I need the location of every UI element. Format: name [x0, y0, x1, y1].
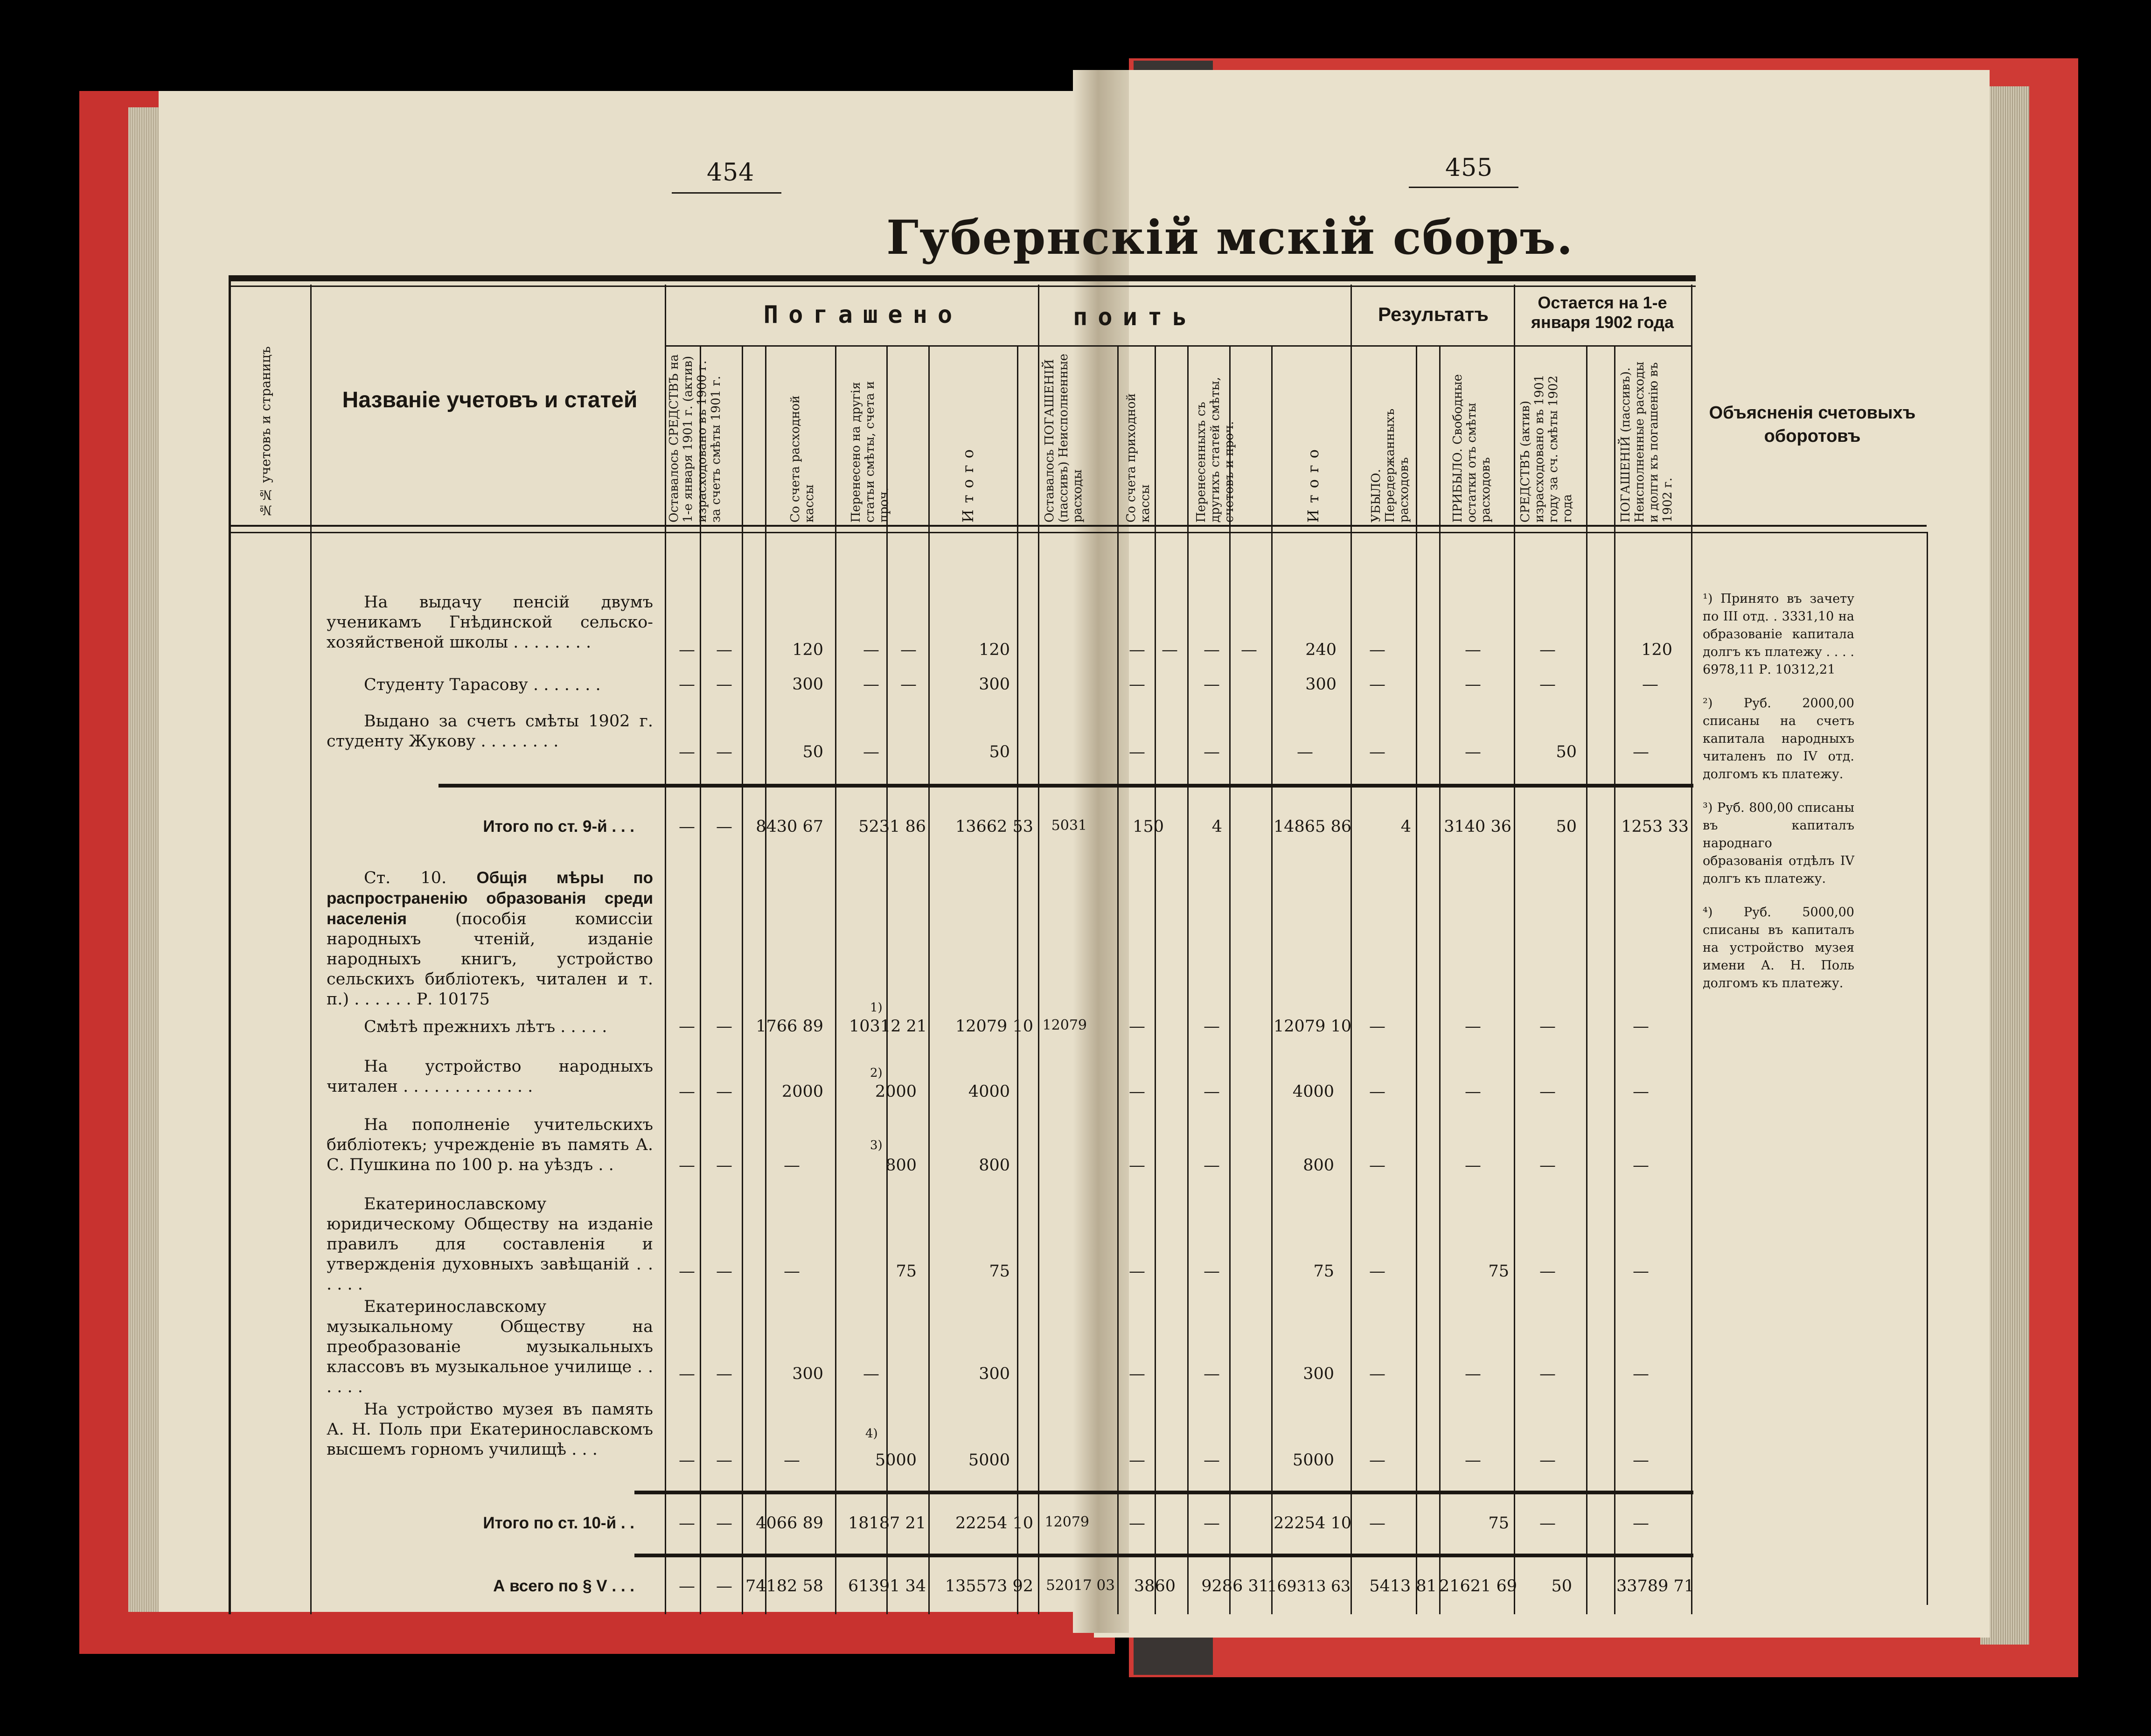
row-8-text: Екатеринославскому юридическому Обществу на изданіе правилъ для составленія и утвержденія духовныхъ завѣщаній . . . . . .: [327, 1195, 653, 1294]
row-itogo-10-c4: 22254 10: [955, 1514, 1033, 1533]
row-1-c8: 240: [1305, 641, 1337, 659]
row-2-text: Студенту Тарасову . . . . . . .: [364, 676, 601, 694]
row-itogo-10-c8: 22254 10: [1274, 1514, 1352, 1533]
row-6-c4: 4000: [968, 1082, 1010, 1101]
row-9-c2: 300: [792, 1365, 823, 1383]
row-6-text: На устройство народныхъ читален . . . . . . . . . . . . .: [327, 1057, 653, 1096]
header-col-12: ПОГАШЕНІЙ (пассивъ). Неисполненные расходы и долги къ погашенію въ 1902 г.: [1619, 362, 1675, 523]
header-group-pogasheno: Погашено: [763, 301, 963, 329]
row-6-footnote-mark: 2): [870, 1066, 883, 1080]
header-col-4: Итого: [959, 443, 977, 523]
explanations-notes: [1703, 590, 1854, 1008]
row-vsego-c12: 33789 71: [1616, 1577, 1695, 1596]
page-title: [886, 210, 1573, 265]
row-itogo-9-c5: 5031: [1051, 817, 1087, 834]
row-vsego-c8: 169313 63: [1267, 1577, 1350, 1595]
row-9-c4: 300: [979, 1365, 1010, 1383]
row-itogo-9-c9: 4: [1400, 817, 1411, 836]
header-group-postupit: поить: [1073, 303, 1197, 331]
header-group-ostaetsya: Остается на 1-е января 1902 года: [1531, 293, 1674, 332]
row-7-footnote-mark: 3): [870, 1138, 883, 1152]
row-3-text: Выдано за счетъ смѣты 1902 г. студенту Жукову . . . . . . . .: [327, 712, 653, 751]
row-8-c3: 75: [896, 1262, 917, 1281]
header-col-9: УБЫЛО. Передержанныхъ расходовъ: [1369, 408, 1411, 523]
row-10-text: На устройство музея въ память А. Н. Поль при Екатеринославскомъ высшемъ горномъ училищѣ . . .: [327, 1400, 653, 1459]
row-1-text: На выдачу пенсій двумъ ученикамъ Гнѣдинской сельско-хозяйственой школы . . . . . . . .: [327, 593, 653, 652]
row-5-c2: 1766 89: [756, 1017, 823, 1036]
row-itogo-10-c11: 75: [1488, 1514, 1509, 1533]
header-col-5: Оставалось ПОГАШЕНІЙ (пассивъ) Неисполненные расходы: [1043, 354, 1085, 523]
row-7-c4: 800: [979, 1156, 1010, 1175]
row-3-c2: 50: [802, 743, 823, 761]
row-vsego-c2: 74182 58: [745, 1577, 823, 1596]
row-itogo-10-c2: 4066 89: [756, 1514, 823, 1533]
header-explanations: Объясненія счетовыхъ оборотовъ: [1709, 403, 1916, 446]
page-number-rule-left: [672, 192, 781, 194]
row-vsego-c4: 135573 92: [945, 1577, 1033, 1596]
row-1-c4: 120: [979, 641, 1010, 659]
row-10-c4: 5000: [968, 1451, 1010, 1470]
row-5-c5: 12079: [1042, 1017, 1087, 1033]
header-col-6: Со счета приходной кассы: [1124, 393, 1152, 523]
row-5-c8: 12079 10: [1274, 1017, 1352, 1036]
row-itogo-10-c3: 18187 21: [848, 1514, 926, 1533]
header-col-2: Со счета расходной кассы: [788, 395, 816, 523]
header-col-num: №№ учетовъ и страницъ: [258, 346, 273, 518]
row-itogo-9-c6: 150: [1133, 817, 1164, 836]
row-6-c3: 2000: [875, 1082, 917, 1101]
row-vsego-c11: 50: [1551, 1577, 1572, 1596]
row-vsego-c9: 5413 81: [1369, 1577, 1437, 1596]
row-itogo-9-c12: 1253 33: [1621, 817, 1689, 836]
row-10-footnote-mark: 4): [865, 1427, 878, 1441]
row-9-c8: 300: [1303, 1365, 1334, 1383]
row-itogo-9-c4: 13662 53: [955, 817, 1033, 836]
row-vsego-label: А всего по § V . . .: [493, 1577, 634, 1595]
row-10-c3: 5000: [875, 1451, 917, 1470]
row-3-c11: 50: [1556, 743, 1577, 761]
row-8-c8: 75: [1313, 1262, 1334, 1281]
row-itogo-9-c10: 3140 36: [1444, 817, 1511, 836]
row-vsego-c3: 61391 34: [848, 1577, 926, 1596]
row-2-c2: 300: [792, 675, 823, 694]
header-col-8: Итого: [1304, 443, 1322, 523]
row-itogo-9-c2: 8430 67: [756, 817, 823, 836]
row-vsego-c6: 3860: [1134, 1577, 1176, 1596]
row-10-c8: 5000: [1292, 1451, 1334, 1470]
row-6-c2: 2000: [781, 1082, 823, 1101]
row-3-c4: 50: [989, 743, 1010, 761]
row-7-text: На пополненіе учительскихъ библіотекъ; учрежденіе въ память А. С. Пушкина по 100 р. на уѣздъ . .: [327, 1116, 653, 1174]
row-itogo-9-c11: 50: [1556, 817, 1577, 836]
row-vsego-c5: 52017 03: [1046, 1577, 1115, 1594]
row-itogo-9-c3: 5231 86: [858, 817, 926, 836]
row-5-footnote-mark: 1): [870, 1001, 883, 1015]
table-top-rule-thin: [229, 286, 1696, 287]
row-itogo-9-c8: 14865 86: [1274, 817, 1352, 836]
note-1: ¹) Принято въ зачету по III отд. . 3331,10 на образованіе капитала долгъ къ платежу . . . . 6978,11 Р. 10312,21: [1703, 592, 1854, 677]
row-5-c4: 12079 10: [955, 1017, 1033, 1036]
row-2-c4: 300: [979, 675, 1010, 694]
row-itogo-10-label: Итого по ст. 10-й . .: [483, 1514, 634, 1532]
row-itogo-9-c7: 4: [1211, 817, 1222, 836]
page-number-right: 455: [1445, 154, 1493, 182]
note-3: ³) Руб. 800,00 списаны въ капиталъ народнаго образованія отдѣлъ IV долгъ къ платежу.: [1703, 801, 1854, 886]
page-number-rule-right: [1409, 187, 1518, 188]
header-col-1: Оставалось СРЕДСТВЪ на 1-е января 1901 г. (актив) израсходовано въ 1900 г. за счетъ смѣты 1901 г.: [667, 354, 723, 523]
row-7-c3: 800: [885, 1156, 917, 1175]
row-1-c2: 120: [792, 641, 823, 659]
header-col-3: Перенесено на другія статьи смѣты, счета и проч.: [849, 381, 891, 523]
row-8-c4: 75: [989, 1262, 1010, 1281]
header-col-7: Перенесенныхъ съ другихъ статей смѣты, счетовъ и проч.: [1194, 377, 1236, 523]
header-group-result: Результатъ: [1378, 303, 1489, 325]
row-7-c8: 800: [1303, 1156, 1334, 1175]
row-itogo-10-c5: 12079: [1044, 1514, 1089, 1530]
note-2: ²) Руб. 2000,00 списаны на счетъ капитала народныхъ читаленъ по IV отд. долгомъ къ платежу.: [1703, 696, 1854, 781]
row-vsego-c7: 9286 31: [1201, 1577, 1269, 1596]
row-5-c3: 10312 21: [849, 1017, 927, 1036]
row-6-c8: 4000: [1292, 1082, 1334, 1101]
row-1-c12: 120: [1641, 641, 1672, 659]
table-top-rule: [229, 275, 1696, 281]
row-itogo-9-label: Итого по ст. 9-й . . .: [483, 817, 634, 836]
row-2-c8: 300: [1305, 675, 1337, 694]
row-8-c11: 75: [1488, 1262, 1509, 1281]
page-number-left: 454: [707, 159, 755, 187]
page-title-left: Губернскій: [886, 210, 1200, 265]
row-5-text: Смѣтѣ прежнихъ лѣтъ . . . . .: [364, 1018, 607, 1036]
header-name: Названіе учетовъ и статей: [342, 388, 638, 412]
header-col-10: ПРИБЫЛО. Свободные остатки отъ смѣты расходовъ: [1451, 374, 1493, 523]
page-title-right: мскій сборъ.: [1216, 210, 1574, 265]
row-st10-heading: Ст. 10. Общія мѣры по распространенію образованія среди населенія (пособія комиссіи народныхъ чтеній, изданіе народныхъ книгъ, устройство сельскихъ библіотекъ, читален и т. п.) . . . . . . Р. 10175: [327, 869, 653, 1009]
row-9-text: Екатеринославскому музыкальному Обществу на преобразованіе музыкальныхъ классовъ въ музыкальное училище . . . . . .: [327, 1297, 653, 1396]
header-col-11: СРЕДСТВЪ (актив) израсходовано въ 1901 году за сч. смѣты 1902 года: [1518, 374, 1574, 523]
row-vsego-c10: 21621 69: [1439, 1577, 1518, 1596]
note-4: ⁴) Руб. 5000,00 списаны въ капиталъ на устройство музея имени А. Н. Поль долгомъ къ платежу.: [1703, 905, 1854, 990]
